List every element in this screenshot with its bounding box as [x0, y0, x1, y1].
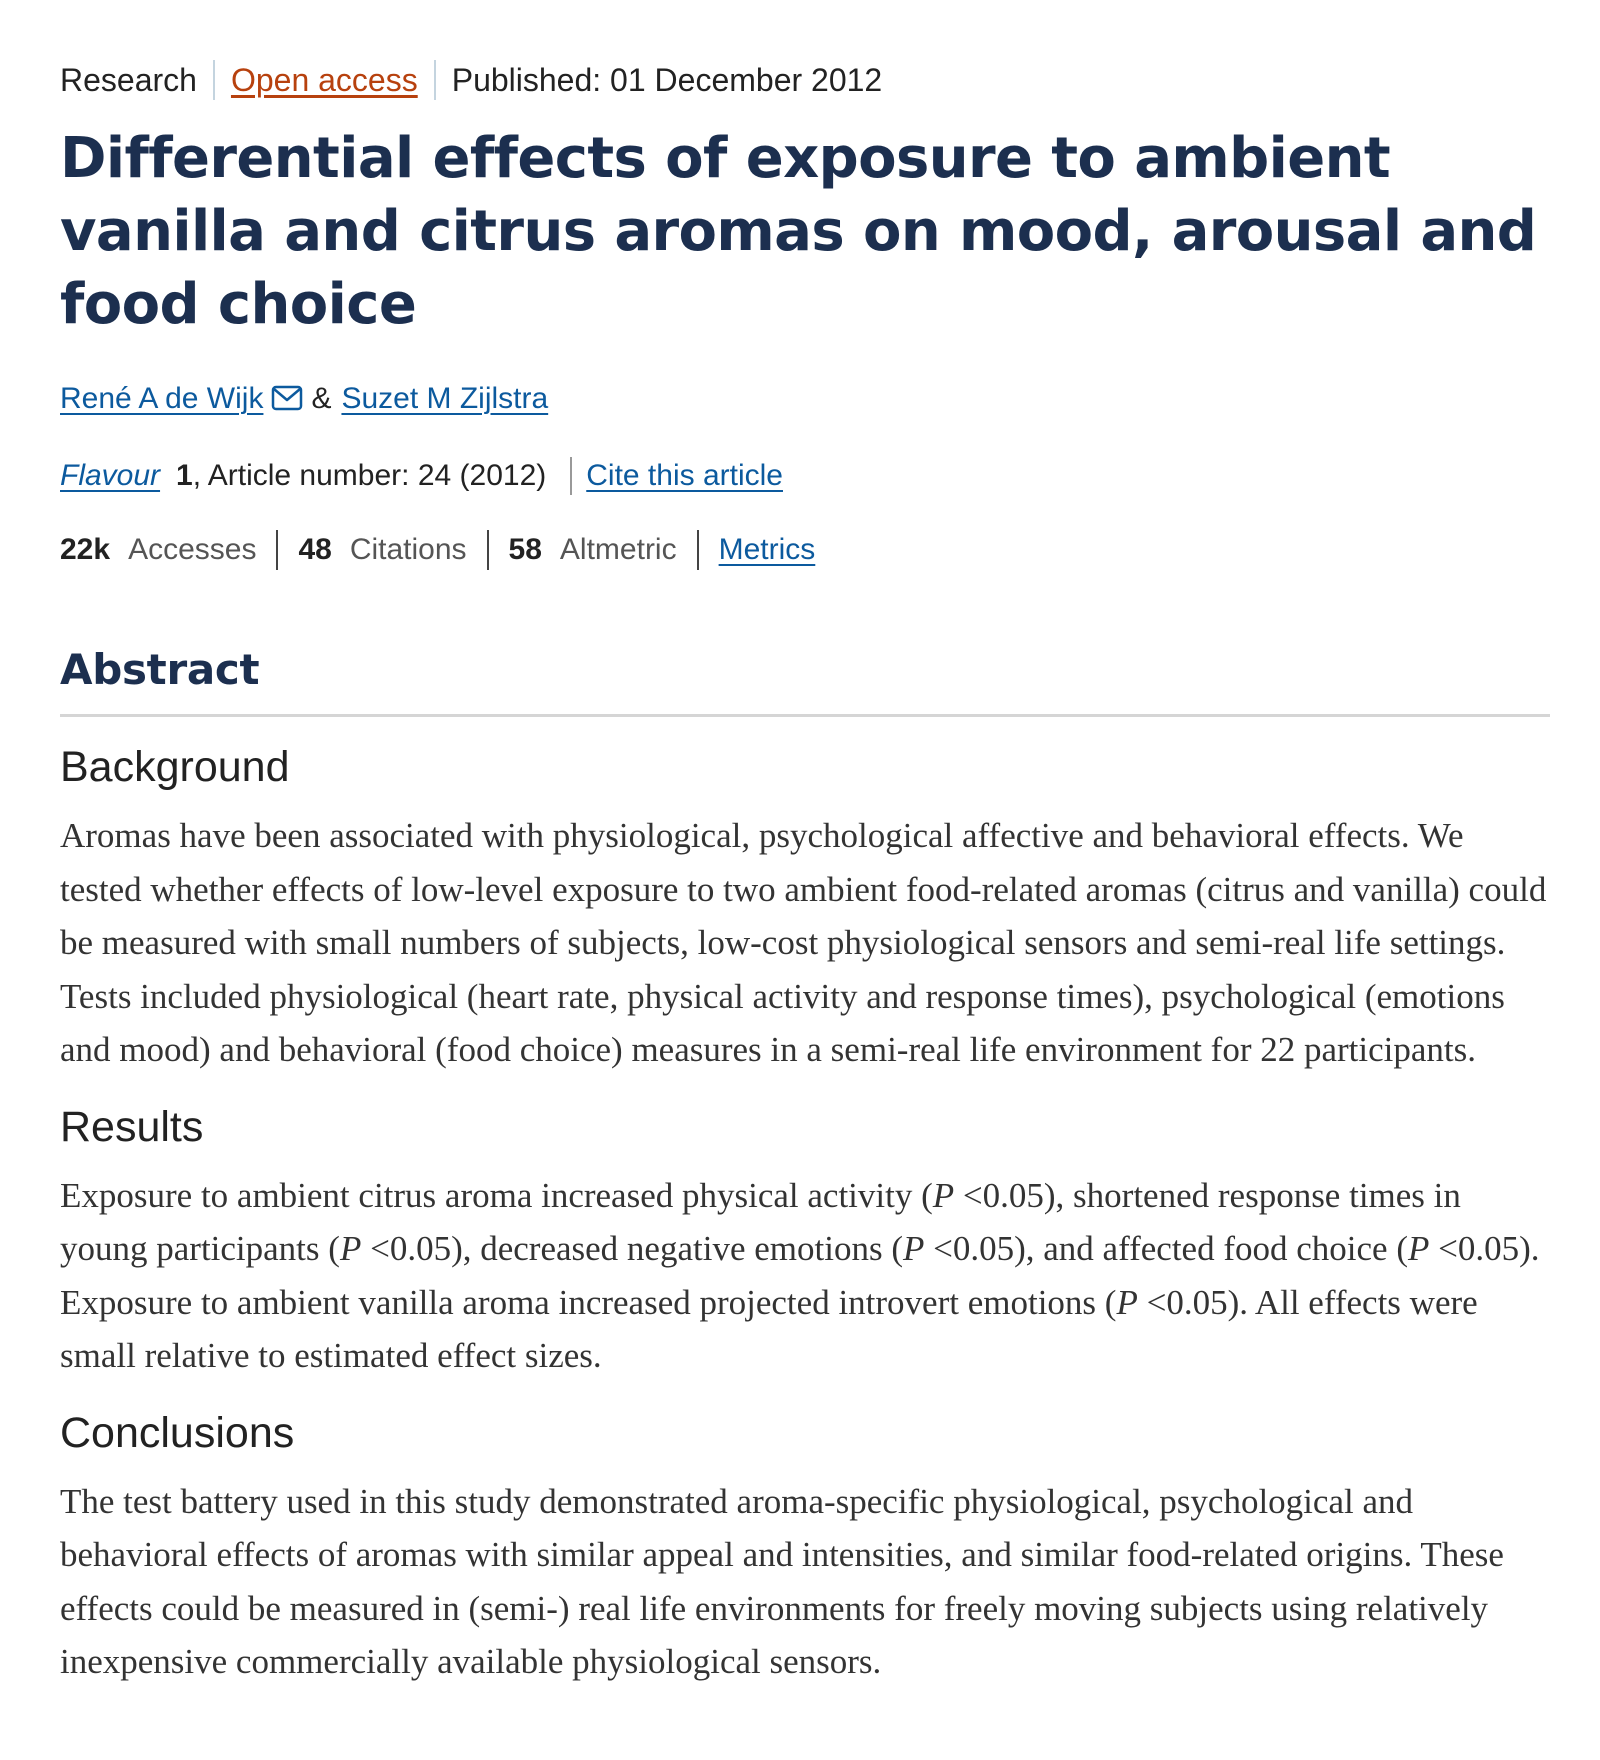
article-type: Research: [60, 62, 197, 98]
article-header: [60, 58, 1550, 1689]
abstract-divider: [60, 714, 1550, 717]
conclusions-text: The test battery used in this study demonstrated aroma-specific physiological, psychological and behavioral effects of aromas with similar appeal and intensities, and similar food-related origins. These effects could be measured in (semi-) real life environments for freely moving subjects using relatively inexpensive commercially available physiological sensors.: [60, 1481, 1504, 1681]
journal-volume: 1: [176, 459, 193, 492]
published-date: Published: 01 December 2012: [451, 62, 883, 98]
results-heading: Results: [60, 1102, 204, 1151]
article-title: Differential effects of exposure to ambient vanilla and citrus aromas on mood, arousal and food choice: [60, 126, 1537, 337]
author-list: [60, 379, 1550, 419]
accesses-count: 22k: [60, 533, 111, 566]
cite-this-article-link[interactable]: Cite this article: [586, 459, 783, 492]
abstract-heading: Abstract: [60, 645, 260, 694]
altmetric-count: 58: [508, 533, 542, 566]
metrics-divider: [276, 530, 278, 570]
author-link-first[interactable]: René A de Wijk: [60, 382, 264, 415]
citations-count: 48: [298, 533, 332, 566]
journal-link[interactable]: Flavour: [60, 459, 161, 492]
results-text: Exposure to ambient citrus aroma increased physical activity (P <0.05), shortened response times in young participants (P <0.05), decreased negative emotions (P <0.05), and affected food choice (P <0.05). Exposure to ambient vanilla aroma increased projected introvert emotions (P <0.05). All effects were small relative to estimated effect sizes.: [60, 1175, 1540, 1375]
citation-divider: [570, 457, 572, 495]
conclusions-heading: Conclusions: [60, 1408, 295, 1457]
article-number: , Article number: 24 (2012): [192, 459, 547, 492]
meta-divider: [434, 60, 436, 100]
author-separator: &: [311, 382, 332, 415]
article-metrics: [60, 530, 1550, 570]
accesses-label: Accesses: [128, 533, 257, 566]
citation-line: [60, 456, 1550, 496]
open-access-link[interactable]: Open access: [230, 62, 418, 98]
citations-label: Citations: [349, 533, 467, 566]
metrics-link[interactable]: Metrics: [718, 533, 816, 566]
article-meta: [60, 58, 1550, 102]
author-link-second[interactable]: Suzet M Zijlstra: [341, 382, 549, 415]
altmetric-label: Altmetric: [559, 533, 677, 566]
meta-divider: [213, 60, 215, 100]
metrics-divider: [487, 530, 489, 570]
background-text: Aromas have been associated with physiological, psychological affective and behavioral effects. We tested whether effects of low-level exposure to two ambient food-related aromas (citrus and vanilla) could be measured with small numbers of subjects, low-cost physiological sensors and semi-real life settings. Tests included physiological (heart rate, physical activity and response times), psychological (emotions and mood) and behavioral (food choice) measures in a semi-real life environment for 22 participants.: [60, 816, 1547, 1069]
metrics-divider: [697, 530, 699, 570]
email-icon[interactable]: [271, 382, 303, 408]
background-heading: Background: [60, 743, 290, 791]
